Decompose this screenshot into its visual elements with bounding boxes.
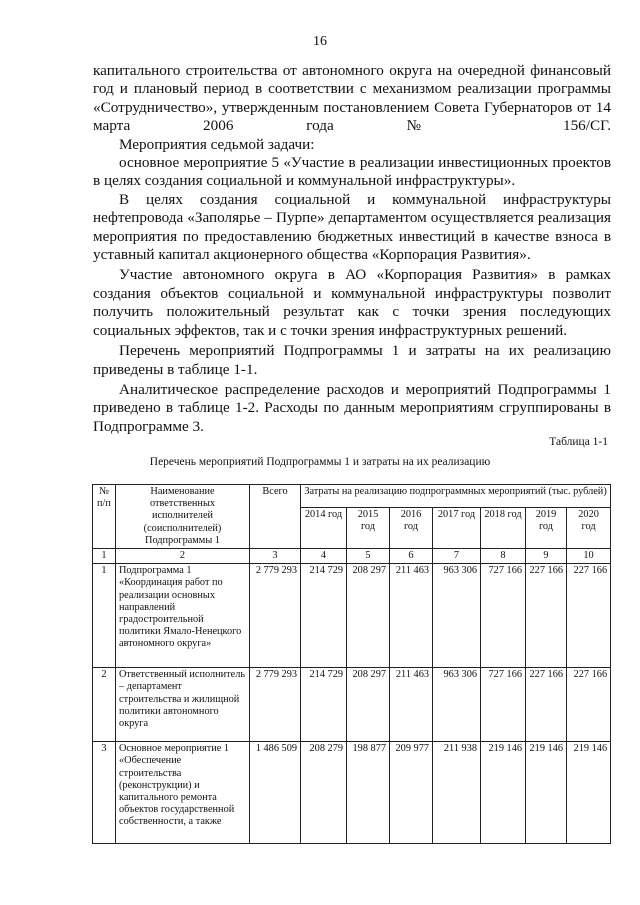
row-total: 1 486 509 — [250, 742, 301, 844]
header-costs: Затраты на реализацию подпрограммных мероприятий (тыс. рублей) — [301, 485, 611, 508]
row-value: 198 877 — [347, 742, 390, 844]
row-value: 963 306 — [433, 564, 481, 668]
table-row — [93, 742, 611, 844]
header-year: 2017 год — [433, 507, 481, 548]
index-cell: 1 — [93, 549, 116, 564]
paragraph-2: Мероприятия седьмой задачи: — [119, 135, 315, 153]
row-value: 227 166 — [567, 564, 611, 668]
row-value: 208 297 — [347, 564, 390, 668]
row-value: 227 166 — [526, 564, 567, 668]
row-total: 2 779 293 — [250, 564, 301, 668]
row-value: 208 279 — [301, 742, 347, 844]
index-cell: 2 — [116, 549, 250, 564]
row-num: 1 — [93, 564, 116, 668]
row-value: 963 306 — [433, 668, 481, 742]
header-total: Всего — [250, 485, 301, 549]
index-cell: 9 — [526, 549, 567, 564]
row-num: 2 — [93, 668, 116, 742]
row-value: 214 729 — [301, 668, 347, 742]
row-value: 208 297 — [347, 668, 390, 742]
row-value: 209 977 — [390, 742, 433, 844]
index-cell: 7 — [433, 549, 481, 564]
table-index-row — [93, 549, 611, 564]
row-value: 219 146 — [567, 742, 611, 844]
header-num: № п/п — [93, 485, 116, 549]
header-year: 2014 год — [301, 507, 347, 548]
row-value: 227 166 — [567, 668, 611, 742]
paragraph-5: Участие автономного округа в АО «Корпорация Развития» в рамках создания объектов социальной и коммунальной инфраструктуры позволит получить положительный результат как с точки зрения последующих социальных эффектов, так и с точки зрения инфраструктурных решений. — [93, 266, 611, 339]
header-year: 2016 год — [390, 507, 433, 548]
header-year: 2019 год — [526, 507, 567, 548]
paragraph-3: основное мероприятие 5 «Участие в реализации инвестиционных проектов в целях создания социальной и коммунальной инфраструктуры». — [93, 154, 611, 190]
paragraph-4: В целях создания социальной и коммунальной инфраструктуры нефтепровода «Заполярье – Пурпе» департаментом осуществляется реализация мероприятия по предоставлению бюджетных инвестиций в качестве взноса в уставный капитал акционерного общества «Корпорация Развития». — [93, 190, 611, 264]
row-value: 211 463 — [390, 668, 433, 742]
row-value: 219 146 — [481, 742, 526, 844]
row-value: 227 166 — [526, 668, 567, 742]
row-value: 211 938 — [433, 742, 481, 844]
paragraph-1: капитального строительства от автономного округа на очередной финансовый год и плановый период в соответствии с механизмом реализации программы «Сотрудничество», утвержденным постановлением Совета Губернаторов от 14 марта 2006 года № 156/СГ. — [93, 62, 611, 135]
body-text — [93, 62, 611, 436]
row-value: 727 166 — [481, 564, 526, 668]
index-cell: 3 — [250, 549, 301, 564]
row-value: 211 463 — [390, 564, 433, 668]
row-value: 219 146 — [526, 742, 567, 844]
page-number: 16 — [313, 34, 327, 49]
index-cell: 10 — [567, 549, 611, 564]
index-cell: 4 — [301, 549, 347, 564]
header-name: Наименование ответственных исполнителей (соисполнителей) Подпрограммы 1 — [116, 485, 250, 549]
table-label: Таблица 1-1 — [549, 436, 608, 448]
table-row — [93, 668, 611, 742]
index-cell: 8 — [481, 549, 526, 564]
row-value: 214 729 — [301, 564, 347, 668]
row-name: Основное мероприятие 1 «Обеспечение строительства (реконструкции) и капитального ремонта объектов государственной собственности, а также — [116, 742, 250, 844]
table-title: Перечень мероприятий Подпрограммы 1 и затраты на их реализацию — [149, 456, 491, 468]
row-total: 2 779 293 — [250, 668, 301, 742]
table-row — [93, 564, 611, 668]
header-year: 2018 год — [481, 507, 526, 548]
paragraph-7: Аналитическое распределение расходов и мероприятий Подпрограммы 1 приведено в таблице 1-2. Расходы по данным мероприятиям сгруппированы в Подпрограмме 3. — [93, 380, 611, 435]
row-num: 3 — [93, 742, 116, 844]
index-cell: 5 — [347, 549, 390, 564]
row-value: 727 166 — [481, 668, 526, 742]
index-cell: 6 — [390, 549, 433, 564]
table-header-row — [93, 485, 611, 508]
header-year: 2020 год — [567, 507, 611, 548]
row-name: Ответственный исполнитель – департамент строительства и жилищной политики автономного округа — [116, 668, 250, 742]
costs-table — [92, 484, 611, 844]
row-name: Подпрограмма 1 «Координация работ по реализации основных направлений градостроительной политики Ямало-Ненецкого автономного округа» — [116, 564, 250, 668]
header-year: 2015 год — [347, 507, 390, 548]
paragraph-6: Перечень мероприятий Подпрограммы 1 и затраты на их реализацию приведены в таблице 1-1. — [93, 342, 611, 378]
